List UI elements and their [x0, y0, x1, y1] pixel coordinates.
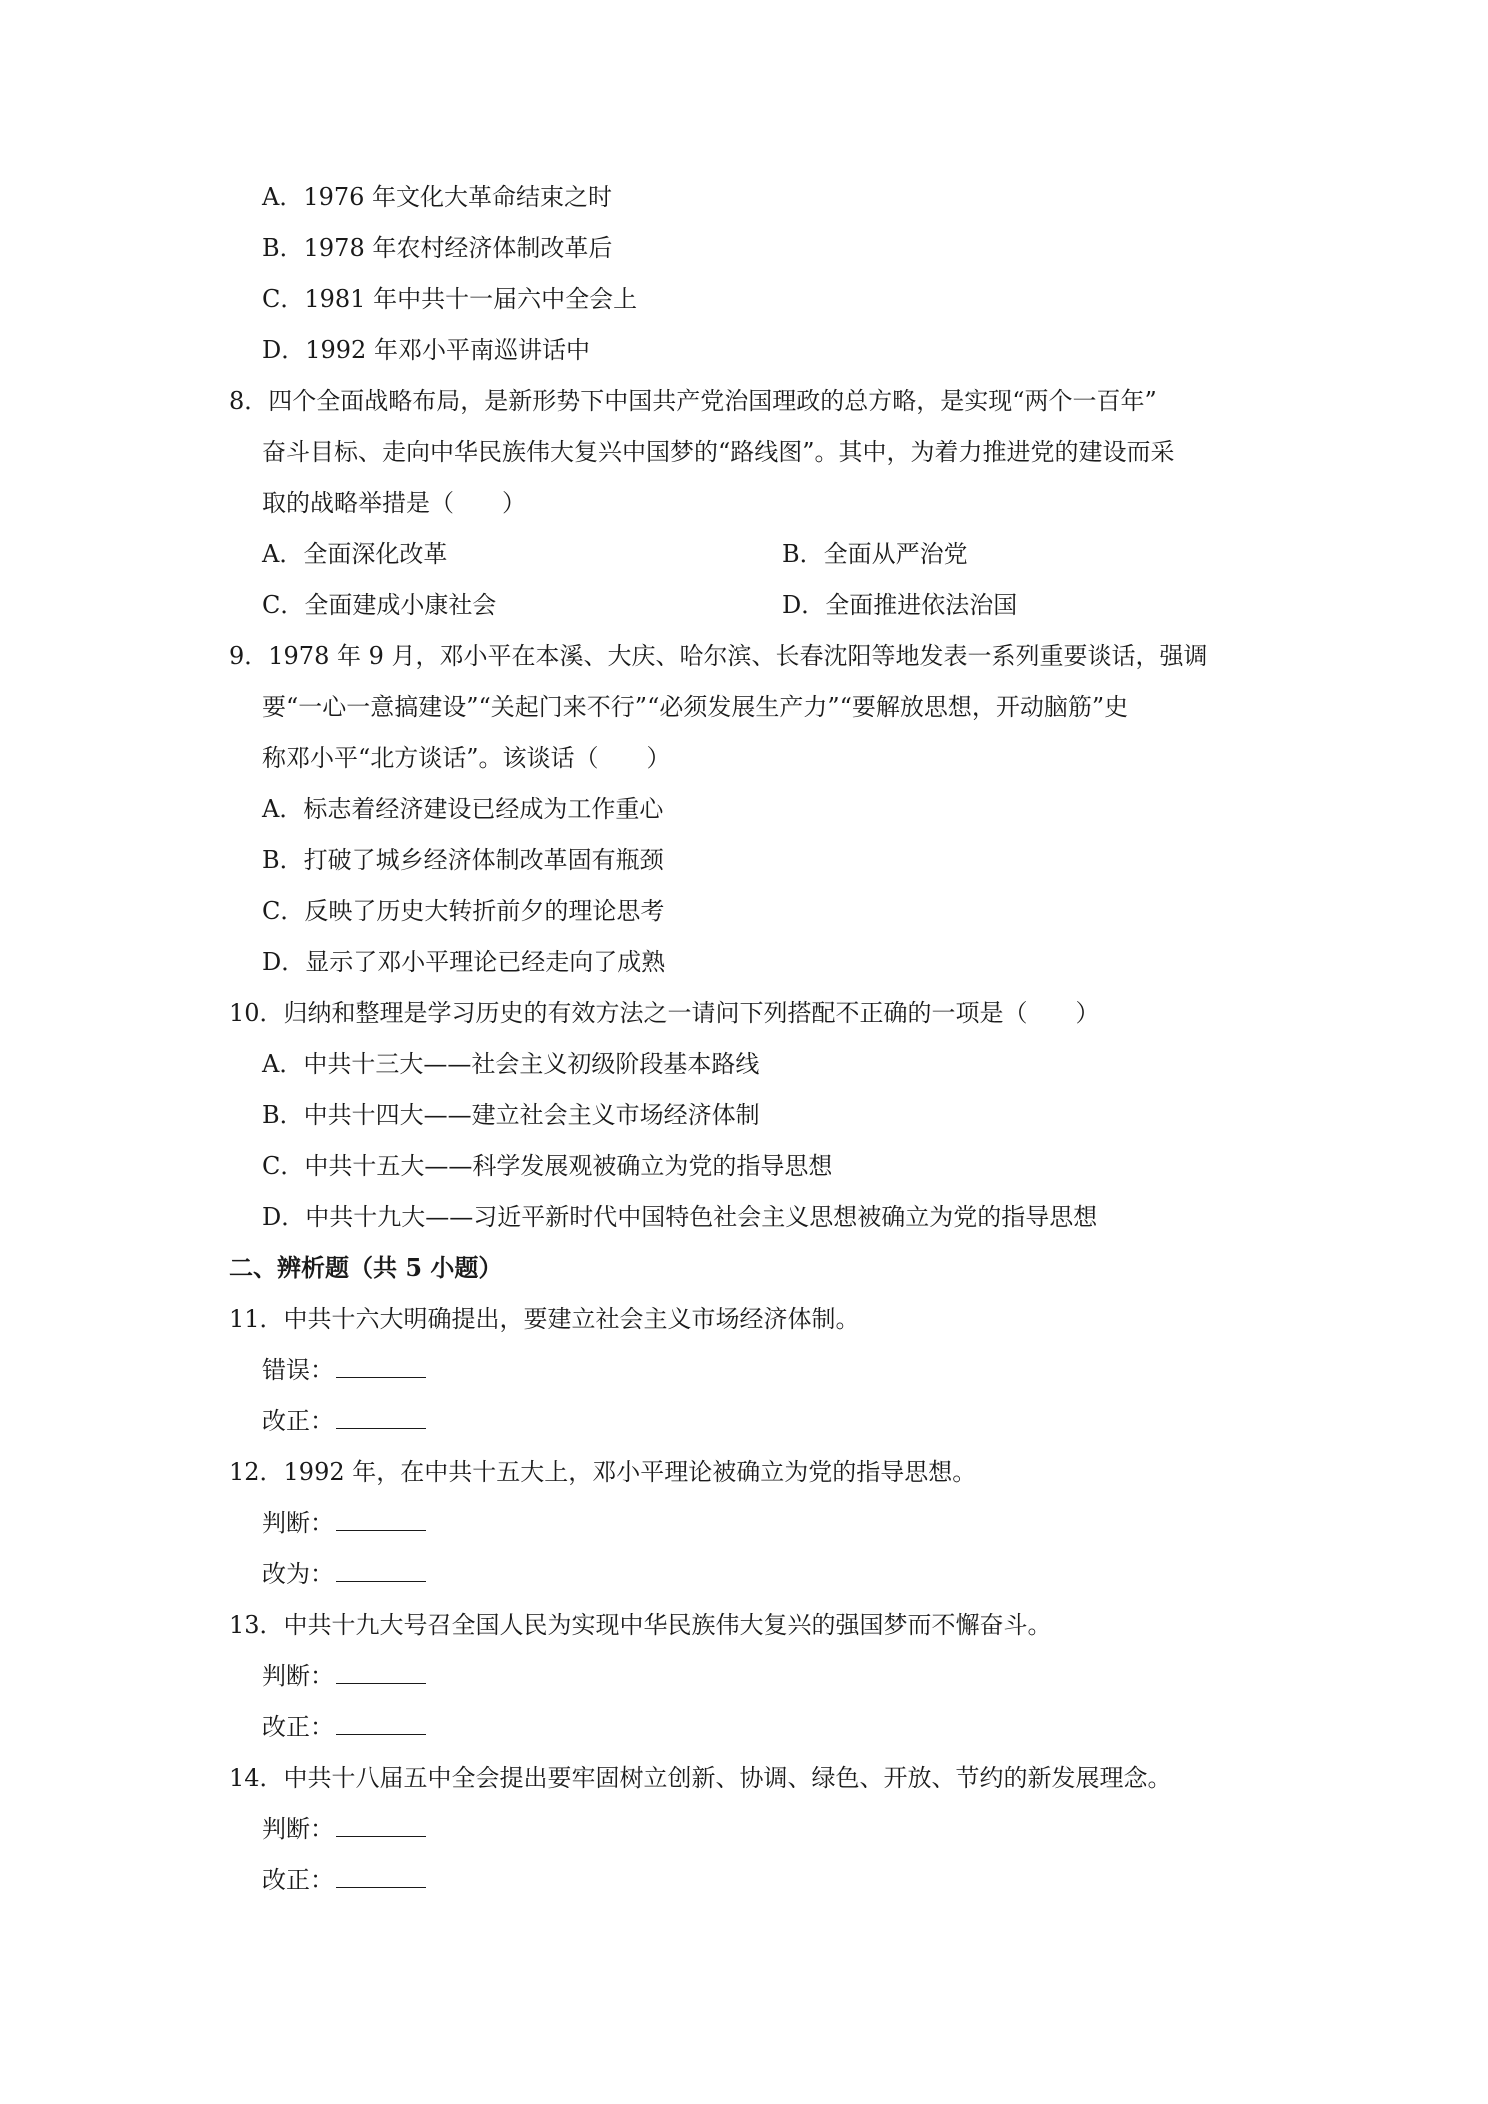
q10-stem: 10．归纳和整理是学习历史的有效方法之一请问下列搭配不正确的一项是（ ） — [229, 999, 1100, 1027]
q11-blank-correction[interactable] — [336, 1406, 426, 1429]
q9-option-b: B．打破了城乡经济体制改革固有瓶颈 — [262, 846, 664, 874]
q11-blank-error[interactable] — [336, 1355, 426, 1378]
q11-label-error: 错误： — [262, 1356, 334, 1384]
q13-answer-row2 — [262, 1710, 426, 1744]
q14-stem: 14．中共十八届五中全会提出要牢固树立创新、协调、绿色、开放、节约的新发展理念。 — [229, 1764, 1172, 1792]
q8-stem-line3: 取的战略举措是（ ） — [262, 489, 526, 517]
q8-stem-line2: 奋斗目标、走向中华民族伟大复兴中国梦的“路线图”。其中，为着力推进党的建设而采 — [262, 438, 1175, 466]
q13-stem: 13．中共十九大号召全国人民为实现中华民族伟大复兴的强国梦而不懈奋斗。 — [229, 1611, 1052, 1639]
q11-answer-row2 — [262, 1404, 426, 1438]
q9-option-d: D．显示了邓小平理论已经走向了成熟 — [262, 948, 666, 976]
q8-option-a: A．全面深化改革 — [262, 540, 448, 568]
q13-label-correction: 改正： — [262, 1713, 334, 1741]
q12-answer-row1 — [262, 1506, 426, 1540]
q11-label-correction: 改正： — [262, 1407, 334, 1435]
q12-blank-change[interactable] — [336, 1559, 426, 1582]
q8-option-b: B．全面从严治党 — [782, 540, 968, 568]
q10-option-d: D．中共十九大——习近平新时代中国特色社会主义思想被确立为党的指导思想 — [262, 1203, 1098, 1231]
section-heading-analysis: 二、辨析题（共 5 小题） — [229, 1253, 503, 1282]
q12-label-judgment: 判断： — [262, 1509, 334, 1537]
q7-option-a: A．1976 年文化大革命结束之时 — [262, 183, 613, 211]
q13-blank-correction[interactable] — [336, 1712, 426, 1735]
q12-label-change: 改为： — [262, 1560, 334, 1588]
q12-answer-row2 — [262, 1557, 426, 1591]
q10-option-c: C．中共十五大——科学发展观被确立为党的指导思想 — [262, 1152, 833, 1180]
q14-answer-row2 — [262, 1863, 426, 1897]
q9-option-a: A．标志着经济建设已经成为工作重心 — [262, 795, 664, 823]
q14-answer-row1 — [262, 1812, 426, 1846]
q11-stem: 11．中共十六大明确提出，要建立社会主义市场经济体制。 — [229, 1305, 860, 1333]
q14-blank-correction[interactable] — [336, 1865, 426, 1888]
q13-blank-judgment[interactable] — [336, 1661, 426, 1684]
q11-answer-row1 — [262, 1353, 426, 1387]
q7-option-b: B．1978 年农村经济体制改革后 — [262, 234, 613, 262]
q9-option-c: C．反映了历史大转折前夕的理论思考 — [262, 897, 665, 925]
q14-label-judgment: 判断： — [262, 1815, 334, 1843]
q9-stem-line1: 9．1978 年 9 月，邓小平在本溪、大庆、哈尔滨、长春沈阳等地发表一系列重要谈话，强调 — [229, 642, 1208, 670]
q14-label-correction: 改正： — [262, 1866, 334, 1894]
q8-stem-line1: 8．四个全面战略布局，是新形势下中国共产党治国理政的总方略，是实现“两个一百年” — [229, 387, 1157, 415]
q10-option-b: B．中共十四大——建立社会主义市场经济体制 — [262, 1101, 760, 1129]
q7-option-c: C．1981 年中共十一届六中全会上 — [262, 285, 638, 313]
q12-blank-judgment[interactable] — [336, 1508, 426, 1531]
q12-stem: 12．1992 年，在中共十五大上，邓小平理论被确立为党的指导思想。 — [229, 1458, 977, 1486]
q8-option-d: D．全面推进依法治国 — [782, 591, 1018, 619]
q9-stem-line2: 要“一心一意搞建设”“关起门来不行”“必须发展生产力”“要解放思想，开动脑筋”史 — [262, 693, 1129, 721]
q9-stem-line3: 称邓小平“北方谈话”。该谈话（ ） — [262, 744, 671, 772]
q13-label-judgment: 判断： — [262, 1662, 334, 1690]
q10-option-a: A．中共十三大——社会主义初级阶段基本路线 — [262, 1050, 760, 1078]
q13-answer-row1 — [262, 1659, 426, 1693]
q7-option-d: D．1992 年邓小平南巡讲话中 — [262, 336, 590, 364]
q14-blank-judgment[interactable] — [336, 1814, 426, 1837]
q8-option-c: C．全面建成小康社会 — [262, 591, 497, 619]
